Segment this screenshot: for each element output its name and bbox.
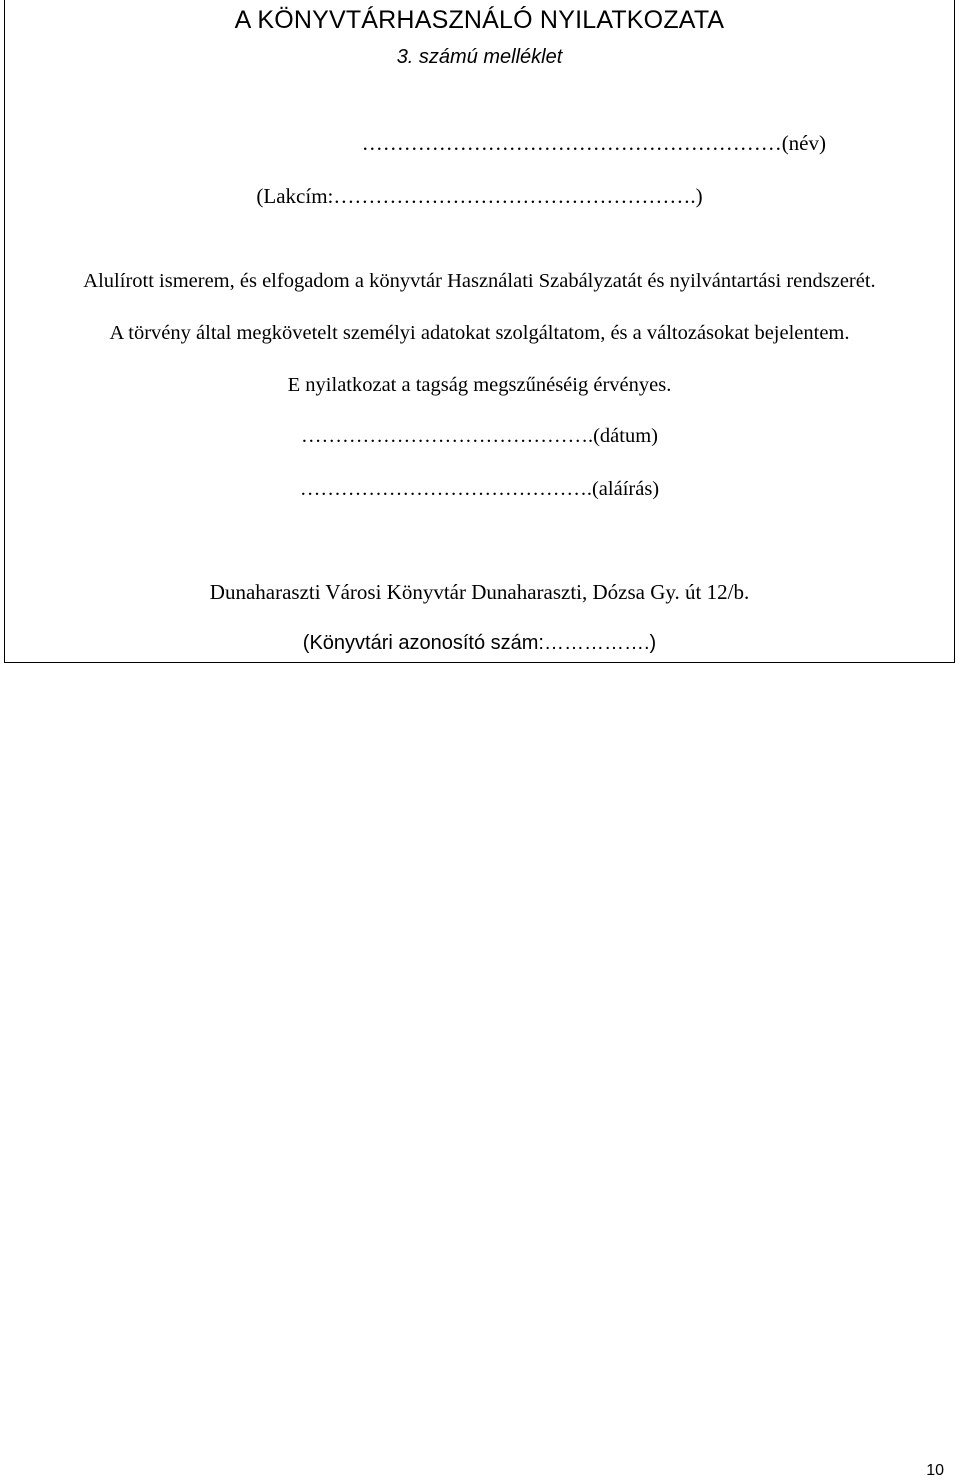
document-subtitle: 3. számú melléklet (396, 46, 563, 68)
declaration-paragraph-2: A törvény által megkövetelt személyi adatokat szolgáltatom, és a változásokat bejelentem. (109, 322, 850, 344)
name-field-line: ……………………………………………………(név) (361, 131, 826, 155)
declaration-paragraph-3: E nyilatkozat a tagság megszűnéséig érvényes. (287, 374, 672, 396)
declaration-paragraph-1: Alulírott ismerem, és elfogadom a könyvtár Használati Szabályzatát és nyilvántartási rendszerét. (83, 270, 876, 292)
document-title: A KÖNYVTÁRHASZNÁLÓ NYILATKOZATA (234, 6, 725, 34)
library-address: Dunaharaszti Városi Könyvtár Dunaharaszti, Dózsa Gy. út 12/b. (209, 580, 750, 604)
page-number: 10 (926, 1462, 944, 1479)
library-id-line: (Könyvtári azonosító szám:…………….) (302, 632, 657, 654)
address-field-line: (Lakcím:…………………………………………….) (256, 184, 703, 208)
signature-field-line: …………………………………….(aláírás) (299, 478, 660, 500)
date-field-line: …………………………………….(dátum) (300, 425, 659, 447)
declaration-form-box (4, 0, 955, 663)
